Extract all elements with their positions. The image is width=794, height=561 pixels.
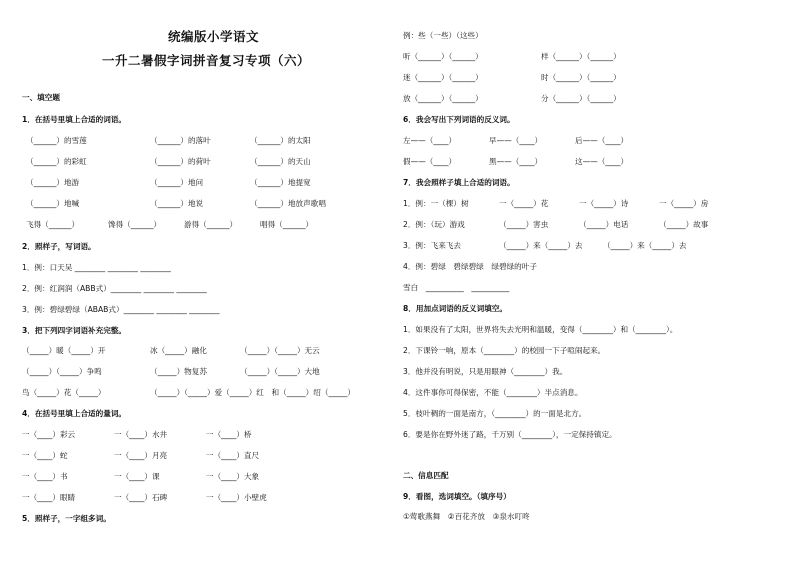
q3-cell: （_____）物复苏 bbox=[150, 367, 207, 376]
q1-cell: （______）的荷叶 bbox=[150, 157, 211, 166]
q1-cell: （______）地放声歌唱 bbox=[250, 199, 326, 208]
poly-cell: 时（______）（______） bbox=[541, 73, 621, 82]
q4-cell: 一（____）蛇 bbox=[22, 451, 68, 460]
q4-cell: 一（____）彩云 bbox=[22, 430, 76, 439]
q1-cell: （______）的彩虹 bbox=[26, 157, 87, 166]
q1-cell: 飞得（______） bbox=[26, 220, 80, 229]
q4-cell: 一（____）水井 bbox=[114, 430, 168, 439]
q8-item: 6．要是你在野外迷了路，千万别（________），一定保持镇定。 bbox=[403, 430, 617, 439]
q7-cell: 2．例：（玩）游戏 bbox=[403, 220, 465, 229]
q7-cell: 3．例：飞来飞去 bbox=[403, 241, 461, 250]
q4-cell: 一（____）小壁虎 bbox=[206, 493, 267, 502]
q5-heading: 5．照样子，一字组多词。 bbox=[22, 514, 111, 523]
q6-cell: 左——（____） bbox=[403, 136, 457, 145]
q1-cell: （______）地游 bbox=[26, 178, 80, 187]
q1-cell: （______）地说 bbox=[150, 199, 204, 208]
q1-cell: 游得（______） bbox=[184, 220, 238, 229]
q8-item: 2．下课铃一响，原本（________）的校园一下子喧闹起来。 bbox=[403, 346, 606, 355]
q4-cell: 一（____）书 bbox=[22, 472, 68, 481]
q3-cell: （_____）（_____）爱（_____）红 和（_____）绍（_____） bbox=[150, 388, 356, 397]
poly-example: 例：些（一些）（这些） bbox=[403, 31, 483, 40]
q7-line: 雪白 __________ __________ bbox=[403, 283, 510, 292]
q7-cell: （_____）来（_____）去 bbox=[499, 241, 583, 250]
q7-line: 4．例：碧绿 碧绿碧绿 绿碧绿的叶子 bbox=[403, 262, 537, 271]
q6-heading: 6．我会写出下列词语的反义词。 bbox=[403, 115, 515, 124]
q8-heading: 8．用加点词语的反义词填空。 bbox=[403, 304, 508, 313]
q2-heading: 2．照样子，写词语。 bbox=[22, 242, 96, 251]
q7-cell: （_____）害虫 bbox=[499, 220, 549, 229]
q3-heading: 3．把下列四字词语补充完整。 bbox=[22, 326, 127, 335]
q7-cell: （_____）电话 bbox=[579, 220, 629, 229]
poly-cell: 听（______）（______） bbox=[403, 52, 483, 61]
q1-cell: （______）地问 bbox=[150, 178, 204, 187]
q8-item: 1．如果没有了太阳，世界将失去光明和温暖，变得（________）和（________）。 bbox=[403, 325, 678, 334]
q4-cell: 一（____）眼睛 bbox=[22, 493, 76, 502]
q1-cell: 馋得（______） bbox=[108, 220, 162, 229]
q1-heading: 1．在括号里填上合适的词语。 bbox=[22, 115, 127, 124]
q4-cell: 一（____）直尺 bbox=[206, 451, 260, 460]
q4-cell: 一（____）桥 bbox=[206, 430, 252, 439]
q6-cell: 黑——（____） bbox=[489, 157, 543, 166]
q1-cell: （______）地喊 bbox=[26, 199, 80, 208]
q7-cell: 一（_____）花 bbox=[499, 199, 549, 208]
poly-cell: 迷（______）（______） bbox=[403, 73, 483, 82]
q6-cell: 后——（____） bbox=[575, 136, 629, 145]
poly-cell: 样（______）（______） bbox=[541, 52, 621, 61]
section-1-heading: 一、填空题 bbox=[22, 93, 60, 102]
poly-cell: 分（______）（______） bbox=[541, 94, 621, 103]
q1-cell: （______）地提宽 bbox=[250, 178, 311, 187]
poly-cell: 放（______）（______） bbox=[403, 94, 483, 103]
q8-item: 4．这件事你可得保密，不能（________）半点消息。 bbox=[403, 388, 583, 397]
q3-cell: （_____）（_____）争鸣 bbox=[22, 367, 102, 376]
q3-cell: （_____）（_____）无云 bbox=[240, 346, 320, 355]
q7-heading: 7．我会照样子填上合适的词语。 bbox=[403, 178, 515, 187]
q2-line: 1．例：口天吴 ________ ________ ________ bbox=[22, 263, 171, 272]
q7-cell: 一（_____）房 bbox=[659, 199, 709, 208]
q3-cell: 鸟（_____）花（_____） bbox=[22, 388, 106, 397]
q4-cell: 一（____）石碑 bbox=[114, 493, 168, 502]
q4-cell: 一（____）课 bbox=[114, 472, 160, 481]
q3-cell: （_____）暖（_____）开 bbox=[22, 346, 106, 355]
q6-cell: 早——（____） bbox=[489, 136, 543, 145]
q8-item: 5．枝叶稠的一面是南方，（________）的一面是北方。 bbox=[403, 409, 587, 418]
q7-cell: （_____）来（_____）去 bbox=[603, 241, 687, 250]
q4-cell: 一（____）月亮 bbox=[114, 451, 168, 460]
q4-heading: 4．在括号里填上合适的量词。 bbox=[22, 409, 127, 418]
q6-cell: 这——（____） bbox=[575, 157, 629, 166]
section-2-heading: 二、信息匹配 bbox=[403, 471, 449, 480]
q1-cell: （______）的落叶 bbox=[150, 136, 211, 145]
q8-item: 3．他并没有明说，只是用眼神（________）我。 bbox=[403, 367, 568, 376]
q9-heading: 9．看图，选词填空。（填序号） bbox=[403, 492, 511, 501]
q2-line: 2．例：红润润（ABB式）________ ________ ________ bbox=[22, 284, 207, 293]
q1-cell: 唱得（______） bbox=[260, 220, 314, 229]
q1-cell: （______）的太阳 bbox=[250, 136, 311, 145]
q6-cell: 假——（____） bbox=[403, 157, 457, 166]
q3-cell: （_____）（_____）大地 bbox=[240, 367, 320, 376]
q3-cell: 冰（_____）融化 bbox=[150, 346, 207, 355]
q7-cell: 一（_____）诗 bbox=[579, 199, 629, 208]
q7-cell: （_____）故事 bbox=[659, 220, 709, 229]
q2-line: 3．例：碧绿碧绿（ABAB式）________ ________ ________ bbox=[22, 305, 220, 314]
title-line1: 统编版小学语文 bbox=[168, 29, 260, 44]
title-line2: 一升二暑假字词拼音复习专项（六） bbox=[102, 53, 311, 68]
q1-cell: （______）的天山 bbox=[250, 157, 311, 166]
q9-options: ①莺歌燕舞 ②百花齐放 ③泉水叮咚 bbox=[403, 512, 530, 521]
q7-cell: 1．例：一（棵）树 bbox=[403, 199, 469, 208]
q1-cell: （______）的雪莲 bbox=[26, 136, 87, 145]
q4-cell: 一（____）大象 bbox=[206, 472, 260, 481]
